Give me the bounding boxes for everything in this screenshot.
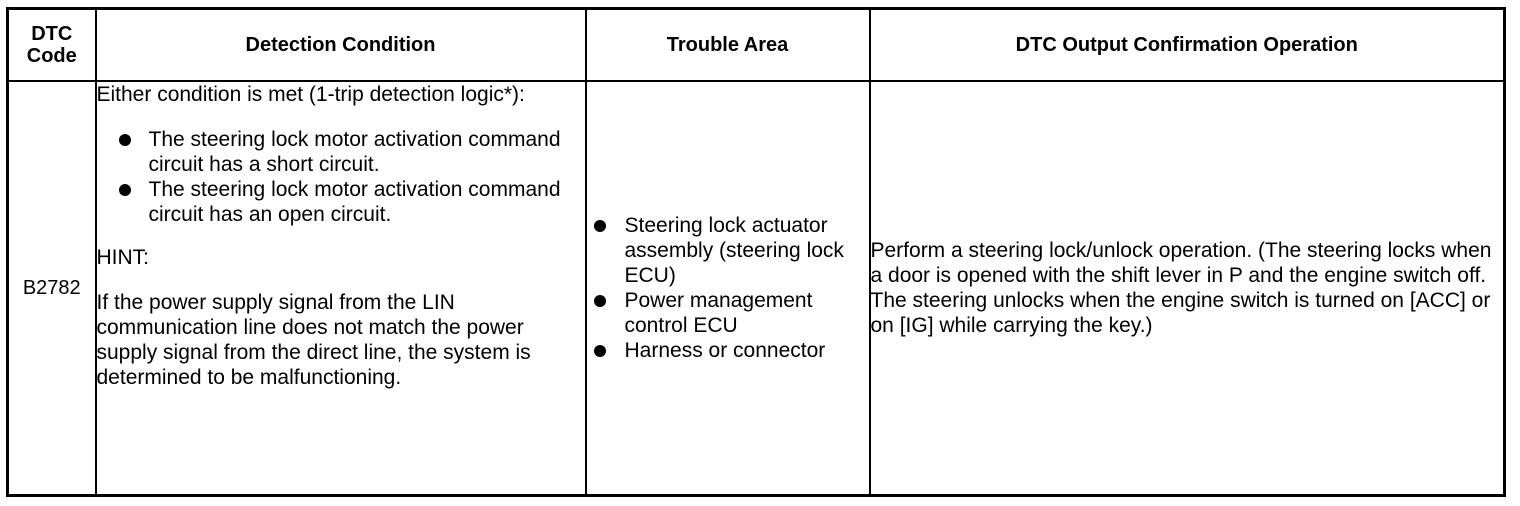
list-item — [97, 177, 585, 227]
condition-intro: Either condition is met (1-trip detection logic*): — [96, 83, 525, 106]
hint-text: If the power supply signal from the LIN communication line does not match the power supply signal from the direct line, the system is determined to be malfunctioning. — [96, 291, 531, 389]
output-confirmation-cell: Perform a steering lock/unlock operation. (The steering locks when a door is opened with the shift lever in P and the engine switch off. The steering unlocks when the engine switch is turned on [ACC] or on [IG] while carrying the key.) — [870, 81, 1505, 496]
dtc-code-cell: B2782 — [8, 81, 96, 496]
header-output-confirmation: DTC Output Confirmation Operation — [870, 9, 1505, 82]
header-dtc-code-line2: Code — [26, 45, 77, 67]
bullet-dot-icon — [594, 345, 606, 357]
trouble-area-cell — [586, 81, 870, 496]
list-item — [97, 127, 585, 177]
bullet-dot-icon — [594, 295, 606, 307]
list-item — [587, 288, 869, 338]
bullet-dot-icon — [119, 134, 131, 146]
trouble-area-text: Harness or connector — [624, 339, 826, 362]
condition-bullet-text: The steering lock motor activation command circuit has a short circuit. — [148, 128, 561, 176]
trouble-area-text: Power management control ECU — [624, 289, 813, 337]
condition-list — [97, 127, 585, 227]
dtc-table — [6, 7, 1506, 497]
table-row — [8, 81, 1505, 496]
detection-condition-cell — [96, 81, 586, 496]
list-item — [587, 213, 869, 288]
header-dtc-code-line1: DTC — [31, 23, 73, 45]
condition-bullet-text: The steering lock motor activation command circuit has an open circuit. — [148, 178, 561, 226]
bullet-dot-icon — [594, 220, 606, 232]
header-trouble-area: Trouble Area — [586, 9, 870, 82]
list-item — [587, 338, 869, 363]
trouble-area-text: Steering lock actuator assembly (steering lock ECU) — [624, 214, 844, 287]
header-row — [8, 9, 1505, 82]
header-dtc-code — [8, 9, 96, 82]
header-detection-condition: Detection Condition — [96, 9, 586, 82]
trouble-area-list — [587, 213, 869, 363]
bullet-dot-icon — [119, 184, 131, 196]
hint-label: HINT: — [96, 246, 149, 269]
